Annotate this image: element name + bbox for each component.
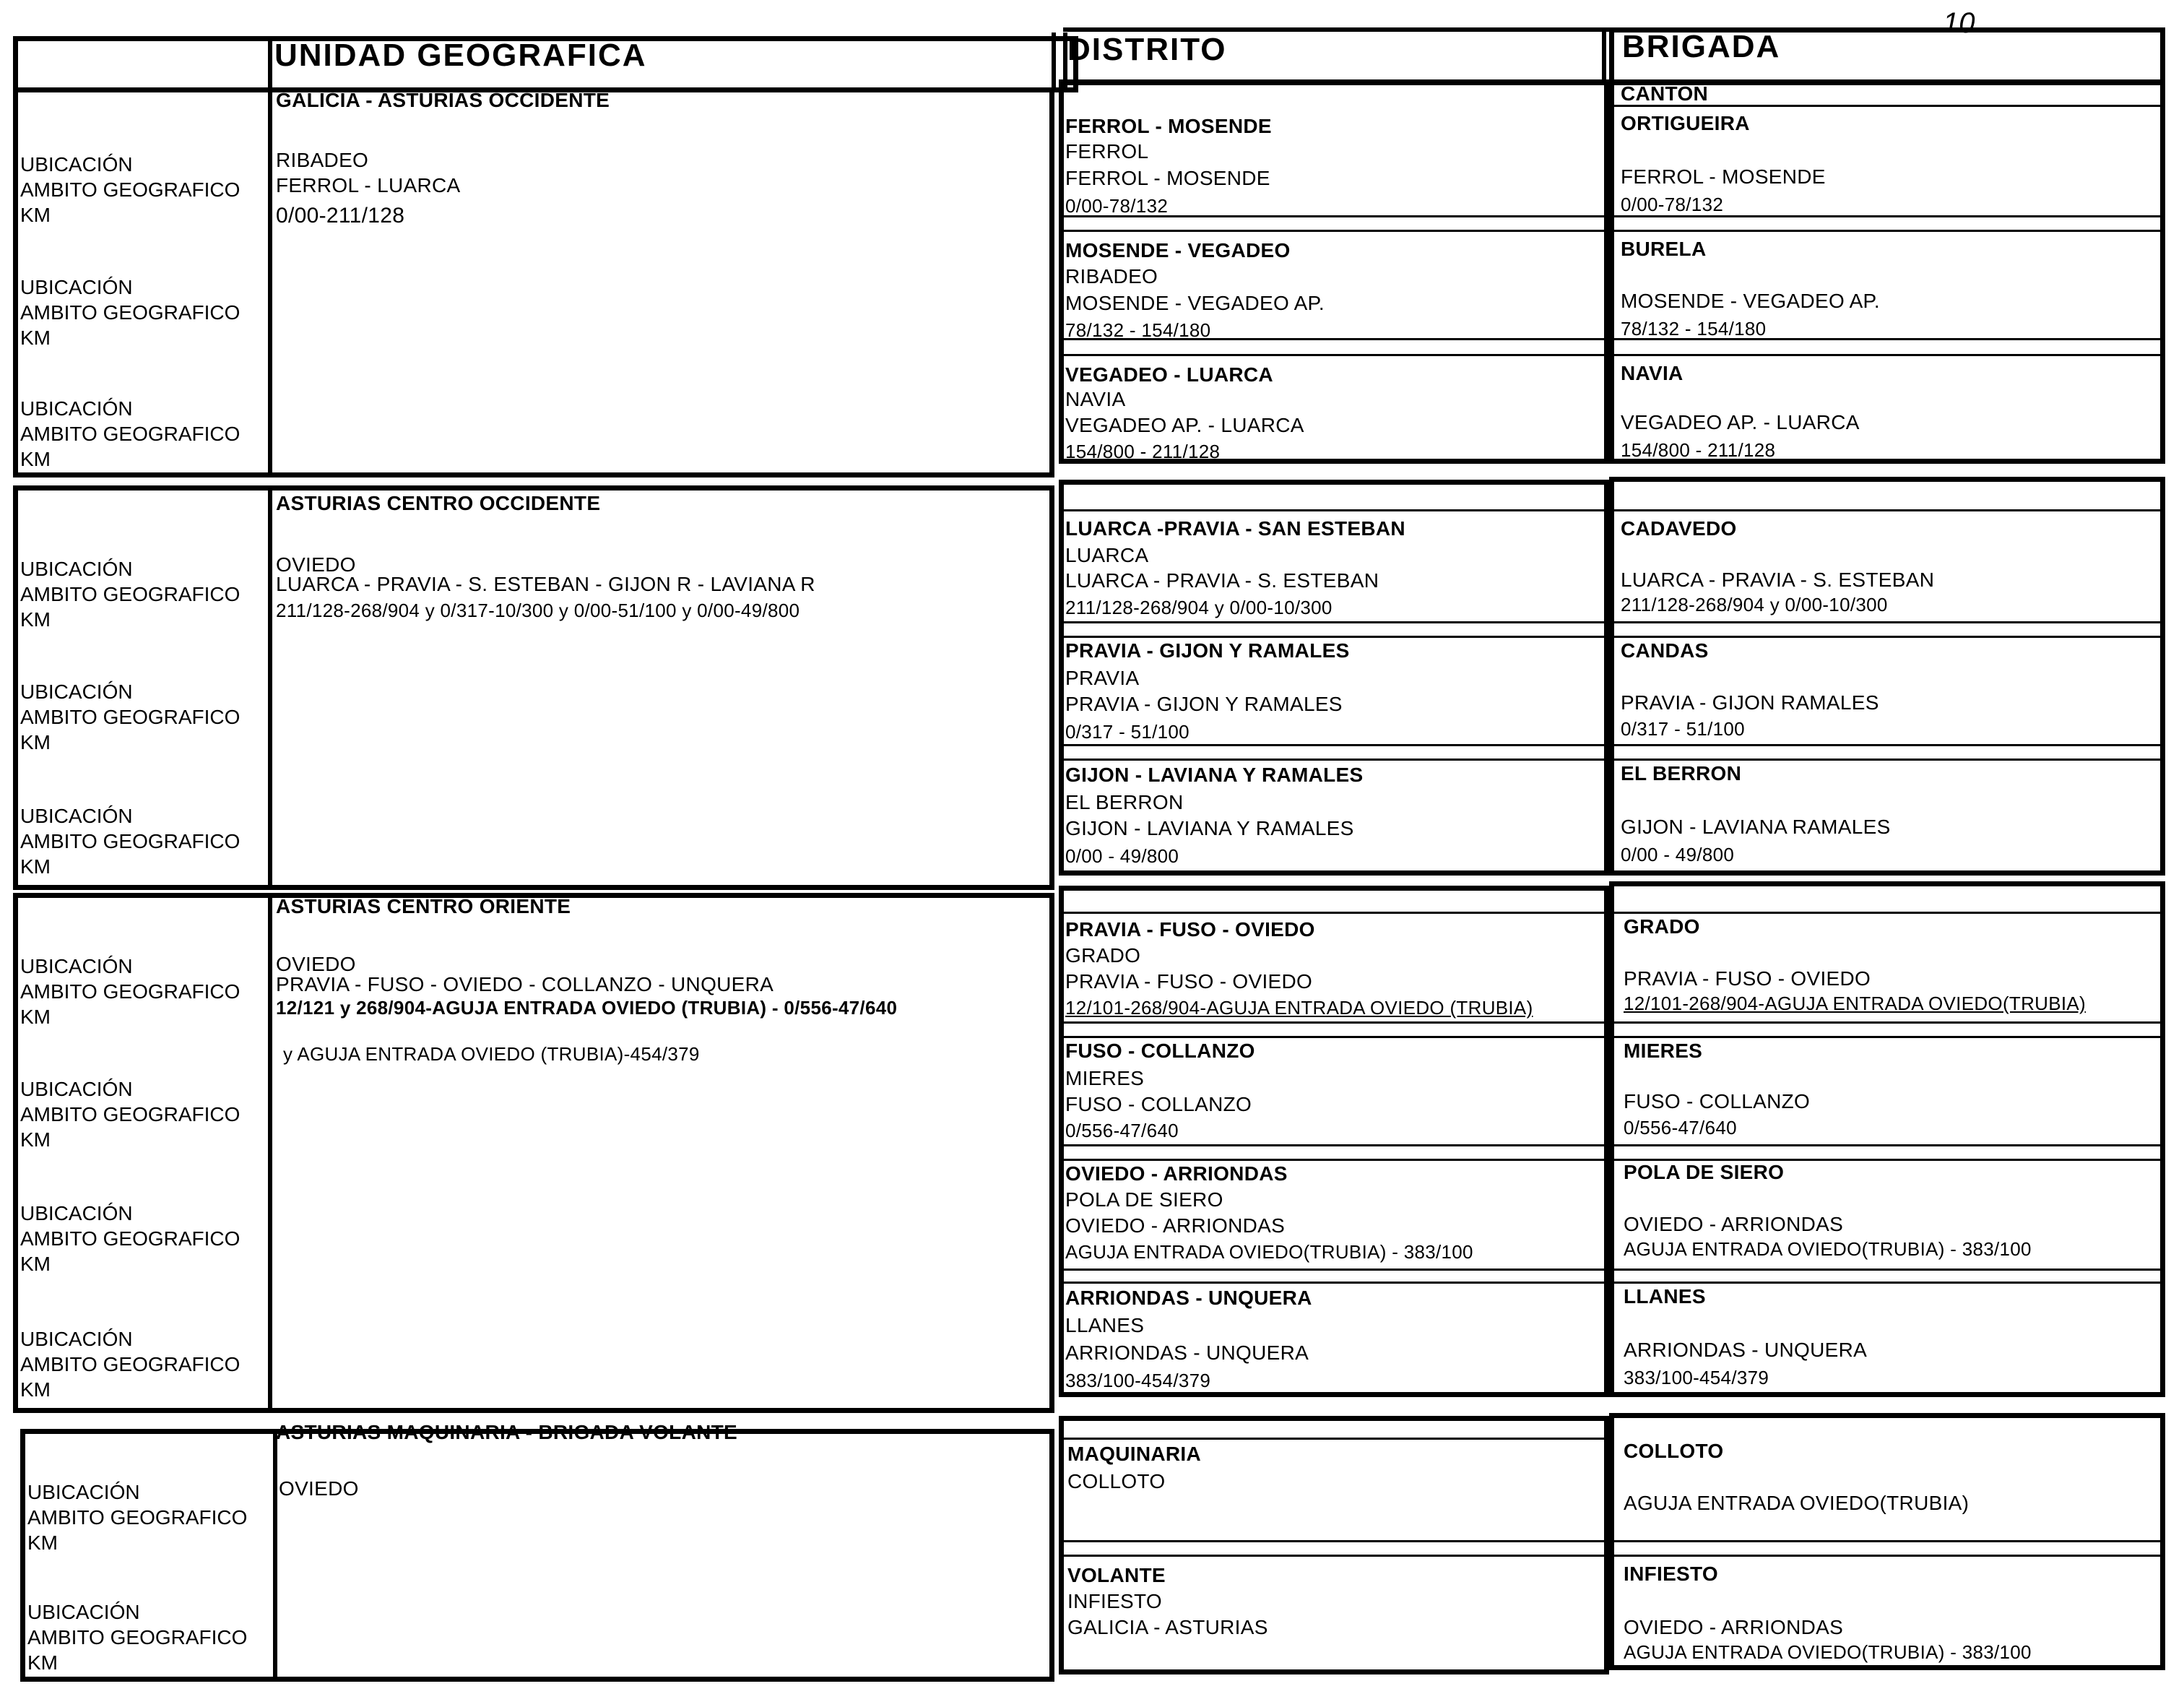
label-ubicacion: UBICACIÓN (20, 1078, 133, 1100)
distrito-range: GALICIA - ASTURIAS (1067, 1616, 1268, 1638)
distrito-km: 0/556-47/640 (1065, 1120, 1179, 1141)
label-ubicacion: UBICACIÓN (20, 397, 133, 420)
label-ambito: AMBITO GEOGRAFICO (20, 980, 240, 1003)
unit-title: ASTURIAS CENTRO ORIENTE (276, 895, 571, 917)
brigada-range: GIJON - LAVIANA RAMALES (1621, 816, 1891, 838)
label-km: KM (20, 1006, 51, 1028)
brigada-top: CANTON (1621, 82, 1709, 105)
distrito-range: MOSENDE - VEGADEO AP. (1065, 292, 1325, 314)
distrito-loc: COLLOTO (1067, 1470, 1166, 1492)
distrito-range: VEGADEO AP. - LUARCA (1065, 414, 1304, 436)
distrito-title: FERROL - MOSENDE (1065, 115, 1272, 137)
distrito-title: PRAVIA - FUSO - OVIEDO (1065, 918, 1315, 941)
unit-km: 211/128-268/904 y 0/317-10/300 y 0/00-51/100 y 0/00-49/800 (276, 600, 800, 621)
brigada-title: CANDAS (1621, 639, 1709, 662)
label-km: KM (20, 448, 51, 470)
distrito-title: PRAVIA - GIJON Y RAMALES (1065, 639, 1350, 662)
brigada-title: NAVIA (1621, 362, 1684, 384)
distrito-loc: POLA DE SIERO (1065, 1188, 1223, 1211)
label-ambito: AMBITO GEOGRAFICO (20, 301, 240, 324)
label-km: KM (20, 1378, 51, 1401)
label-km: KM (20, 1128, 51, 1151)
unit-title: ASTURIAS MAQUINARIA - BRIGADA VOLANTE (276, 1421, 738, 1443)
distrito-loc: NAVIA (1065, 388, 1126, 410)
distrito-title: LUARCA -PRAVIA - SAN ESTEBAN (1065, 517, 1405, 540)
brigada-km: 12/101-268/904-AGUJA ENTRADA OVIEDO(TRUBIA) (1624, 993, 2086, 1014)
brigada-range: PRAVIA - GIJON RAMALES (1621, 691, 1879, 714)
brigada-title: CADAVEDO (1621, 517, 1737, 540)
brigada-range: LUARCA - PRAVIA - S. ESTEBAN (1621, 569, 1935, 591)
label-ubicacion: UBICACIÓN (20, 1328, 133, 1350)
label-km: KM (20, 327, 51, 349)
label-ambito: AMBITO GEOGRAFICO (20, 706, 240, 728)
header-brigada: BRIGADA (1622, 29, 1781, 64)
unit-range: LUARCA - PRAVIA - S. ESTEBAN - GIJON R - LAVIANA R (276, 573, 815, 595)
distrito-title: MOSENDE - VEGADEO (1065, 239, 1291, 262)
label-ubicacion: UBICACIÓN (20, 1202, 133, 1224)
label-ambito: AMBITO GEOGRAFICO (20, 830, 240, 852)
unit-title: ASTURIAS CENTRO OCCIDENTE (276, 492, 601, 514)
brigada-title: INFIESTO (1624, 1563, 1719, 1585)
label-ubicacion: UBICACIÓN (27, 1601, 140, 1623)
label-km: KM (20, 731, 51, 753)
unit-range: FERROL - LUARCA (276, 174, 461, 196)
label-ambito: AMBITO GEOGRAFICO (20, 1227, 240, 1250)
distrito-km: AGUJA ENTRADA OVIEDO(TRUBIA) - 383/100 (1065, 1241, 1473, 1263)
brigada-range: AGUJA ENTRADA OVIEDO(TRUBIA) (1624, 1492, 1970, 1514)
distrito-title: GIJON - LAVIANA Y RAMALES (1065, 764, 1364, 786)
unit-km-extra: y AGUJA ENTRADA OVIEDO (TRUBIA)-454/379 (283, 1043, 700, 1065)
brigada-title: GRADO (1624, 915, 1700, 938)
brigada-title: BURELA (1621, 238, 1707, 260)
brigada-title: EL BERRON (1621, 762, 1742, 785)
label-ambito: AMBITO GEOGRAFICO (27, 1506, 248, 1529)
brigada-km: 154/800 - 211/128 (1621, 439, 1776, 461)
brigada-km: AGUJA ENTRADA OVIEDO(TRUBIA) - 383/100 (1624, 1238, 2032, 1260)
label-km: KM (27, 1531, 58, 1554)
label-ubicacion: UBICACIÓN (20, 680, 133, 703)
distrito-loc: INFIESTO (1067, 1590, 1163, 1612)
distrito-km: 211/128-268/904 y 0/00-10/300 (1065, 597, 1332, 618)
label-km: KM (20, 855, 51, 878)
brigada-range: OVIEDO - ARRIONDAS (1624, 1213, 1844, 1235)
distrito-loc: FERROL (1065, 140, 1149, 163)
unit-km: 12/121 y 268/904-AGUJA ENTRADA OVIEDO (TRUBIA) - 0/556-47/640 (276, 997, 898, 1019)
distrito-range: FUSO - COLLANZO (1065, 1093, 1252, 1115)
brigada-range: MOSENDE - VEGADEO AP. (1621, 290, 1880, 312)
section-3-left (13, 893, 1054, 1413)
label-ubicacion: UBICACIÓN (20, 153, 133, 176)
distrito-range: OVIEDO - ARRIONDAS (1065, 1214, 1286, 1237)
label-ambito: AMBITO GEOGRAFICO (20, 1353, 240, 1375)
distrito-title: OVIEDO - ARRIONDAS (1065, 1162, 1288, 1185)
header-unidad: UNIDAD GEOGRAFICA (274, 38, 647, 73)
distrito-range: FERROL - MOSENDE (1065, 167, 1270, 189)
unit-range: PRAVIA - FUSO - OVIEDO - COLLANZO - UNQUERA (276, 973, 774, 995)
brigada-title: MIERES (1624, 1040, 1703, 1062)
label-ambito: AMBITO GEOGRAFICO (20, 583, 240, 605)
unit-location: RIBADEO (276, 149, 369, 171)
distrito-km: 12/101-268/904-AGUJA ENTRADA OVIEDO (TRUBIA) (1065, 997, 1533, 1019)
distrito-loc: MIERES (1065, 1067, 1145, 1089)
brigada-km: 78/132 - 154/180 (1621, 318, 1767, 340)
distrito-range: ARRIONDAS - UNQUERA (1065, 1341, 1309, 1364)
handwritten-mark: 10 (1943, 7, 1975, 39)
label-ubicacion: UBICACIÓN (20, 955, 133, 977)
brigada-km: 0/00 - 49/800 (1621, 844, 1735, 865)
section-1-left (13, 87, 1054, 477)
distrito-range: LUARCA - PRAVIA - S. ESTEBAN (1065, 569, 1379, 592)
distrito-loc: LUARCA (1065, 544, 1149, 566)
label-km: KM (20, 1253, 51, 1275)
brigada-title: LLANES (1624, 1285, 1706, 1308)
label-km: KM (20, 204, 51, 226)
brigada-km: 0/556-47/640 (1624, 1117, 1737, 1138)
distrito-loc: LLANES (1065, 1314, 1145, 1336)
unit-title: GALICIA - ASTURIAS OCCIDENTE (276, 89, 610, 111)
brigada-range: PRAVIA - FUSO - OVIEDO (1624, 967, 1871, 990)
distrito-km: 383/100-454/379 (1065, 1370, 1211, 1391)
distrito-title: FUSO - COLLANZO (1065, 1040, 1255, 1062)
label-km: KM (27, 1651, 58, 1674)
brigada-km: AGUJA ENTRADA OVIEDO(TRUBIA) - 383/100 (1624, 1641, 2032, 1663)
header-distrito: DISTRITO (1067, 32, 1227, 67)
distrito-title: ARRIONDAS - UNQUERA (1065, 1287, 1312, 1309)
distrito-range: GIJON - LAVIANA Y RAMALES (1065, 817, 1354, 839)
unit-location: OVIEDO (279, 1477, 359, 1500)
distrito-km: 0/00 - 49/800 (1065, 845, 1179, 867)
brigada-title: POLA DE SIERO (1624, 1161, 1785, 1183)
label-km: KM (20, 608, 51, 631)
brigada-title: ORTIGUEIRA (1621, 112, 1750, 134)
section-1-brigada (1609, 79, 2165, 464)
label-ubicacion: UBICACIÓN (20, 276, 133, 298)
label-ambito: AMBITO GEOGRAFICO (20, 1103, 240, 1125)
distrito-loc: PRAVIA (1065, 667, 1140, 689)
brigada-km: 0/317 - 51/100 (1621, 718, 1745, 740)
distrito-loc: EL BERRON (1065, 791, 1184, 813)
distrito-km: 154/800 - 211/128 (1065, 441, 1221, 462)
brigada-range: FERROL - MOSENDE (1621, 165, 1826, 188)
distrito-loc: GRADO (1065, 944, 1141, 967)
label-ubicacion: UBICACIÓN (20, 558, 133, 580)
brigada-km: 211/128-268/904 y 0/00-10/300 (1621, 594, 1888, 615)
brigada-range: FUSO - COLLANZO (1624, 1090, 1811, 1112)
distrito-range: PRAVIA - FUSO - OVIEDO (1065, 970, 1313, 993)
brigada-range: OVIEDO - ARRIONDAS (1624, 1616, 1844, 1638)
label-ubicacion: UBICACIÓN (20, 805, 133, 827)
label-ambito: AMBITO GEOGRAFICO (20, 423, 240, 445)
brigada-km: 0/00-78/132 (1621, 194, 1724, 215)
unit-location: OVIEDO (276, 953, 356, 975)
distrito-title: VEGADEO - LUARCA (1065, 363, 1273, 386)
distrito-km: 0/317 - 51/100 (1065, 721, 1190, 743)
distrito-loc: RIBADEO (1065, 265, 1158, 288)
distrito-km: 0/00-78/132 (1065, 195, 1169, 217)
distrito-title: VOLANTE (1067, 1564, 1166, 1586)
unit-km: 0/00-211/128 (276, 204, 405, 228)
brigada-range: ARRIONDAS - UNQUERA (1624, 1339, 1868, 1361)
distrito-range: PRAVIA - GIJON Y RAMALES (1065, 693, 1343, 715)
label-ambito: AMBITO GEOGRAFICO (27, 1626, 248, 1648)
brigada-km: 383/100-454/379 (1624, 1367, 1769, 1388)
brigada-range: VEGADEO AP. - LUARCA (1621, 411, 1860, 433)
label-ubicacion: UBICACIÓN (27, 1481, 140, 1503)
label-ambito: AMBITO GEOGRAFICO (20, 178, 240, 201)
distrito-km: 78/132 - 154/180 (1065, 319, 1211, 341)
brigada-title: COLLOTO (1624, 1440, 1724, 1462)
distrito-title: MAQUINARIA (1067, 1443, 1201, 1465)
unit-location: OVIEDO (276, 553, 356, 576)
